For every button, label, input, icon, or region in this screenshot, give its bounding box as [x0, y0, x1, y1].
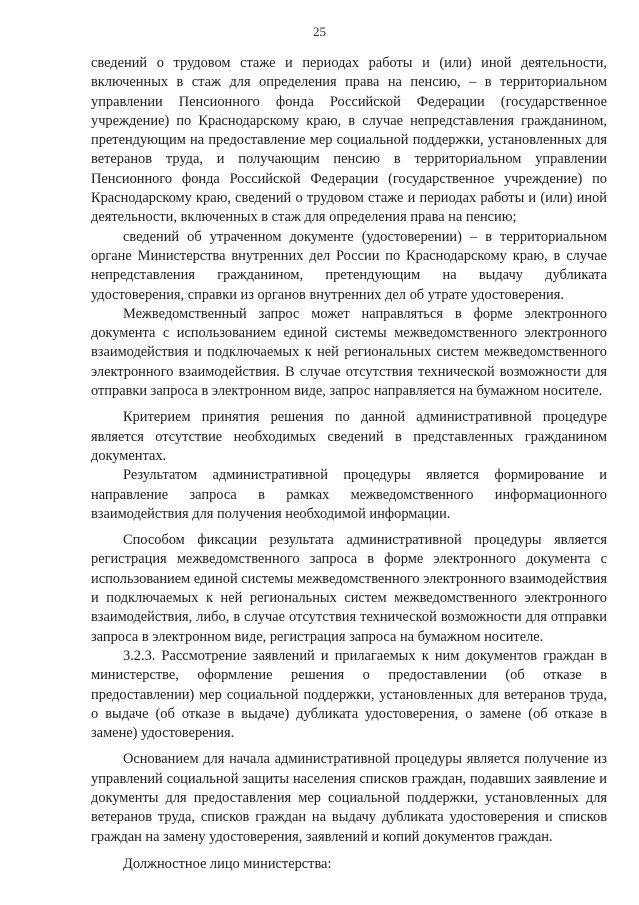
paragraph-employment-record-request: сведений о трудовом стаже и периодах работы и (или) иной деятельности, включенных в стаж для определения права на пенсию, – в территориальном управлении Пенсионного фонда Российской Федерации (государственное учреждение) по Краснодарскому краю, в случае непредставления гражданином, претендующим на предоставление мер социальной поддержки, установленных для ветеранов труда, и получающим пенсию в территориальном управлении Пенсионного фонда Российской Федерации (государственное учреждение) по Краснодарскому краю, сведений о трудовом стаже и периодах работы и (или) иной деятельности, включенных в стаж для определения права на пенсию; [91, 55, 607, 226]
paragraph-ministry-official: Должностное лицо министерства: [123, 855, 332, 872]
paragraph-lost-document-request: сведений об утраченном документе (удостоверении) – в территориальном органе Министерства внутренних дел России по Краснодарскому краю, в случае непредставления гражданином, претендующим на выдачу дубликата удостоверения, справки из органов внутренних дел об утрате удостоверения. [91, 228, 607, 303]
document-body [91, 54, 607, 874]
paragraph-result-recording-method: Способом фиксации результата административной процедуры является регистрация межведомственного запроса в форме электронного документа с использованием единой системы межведомственного электронного взаимодействия и подключаемых к ней региональных систем межведомственного электронного взаимодействия, либо, в случае отсутствия технической возможности для отправки запроса в электронном виде, регистрация запроса на бумажном носителе. [91, 532, 607, 645]
paragraph-procedure-result: Результатом административной процедуры является формирование и направление запроса в рамках межведомственного информационного взаимодействия для получения необходимой информации. [91, 467, 607, 522]
paragraph-procedure-grounds: Основанием для начала административной процедуры является получение из управлений социальной защиты населения списков граждан, подавших заявление и документы для предоставления мер социальной поддержки, установленных для ветеранов труда, списков граждан на выдачу дубликата удостоверения и списков граждан на замену удостоверения, заявлений и копий документов граждан. [91, 751, 607, 845]
paragraph-interagency-request-format: Межведомственный запрос может направляться в форме электронного документа с использованием единой системы межведомственного электронного взаимодействия и подключаемых к ней региональных систем межведомственного электронного взаимодействия. В случае отсутствия технической возможности для отправки запроса в электронном виде, запрос направляется на бумажном носителе. [91, 305, 607, 400]
paragraph-decision-criterion: Критерием принятия решения по данной административной процедуре является отсутствие необходимых сведений в представленных гражданином документах. [91, 409, 607, 464]
paragraph-section-3-2-3: 3.2.3. Рассмотрение заявлений и прилагаемых к ним документов граждан в министерстве, оформление решения о предоставлении (об отказе в предоставлении) мер социальной поддержки, установленных для ветеранов труда, о выдаче (об отказе в выдаче) дубликата удостоверения, о замене (об отказе в замене) удостоверения. [91, 647, 607, 742]
page-number: 25 [313, 24, 326, 39]
